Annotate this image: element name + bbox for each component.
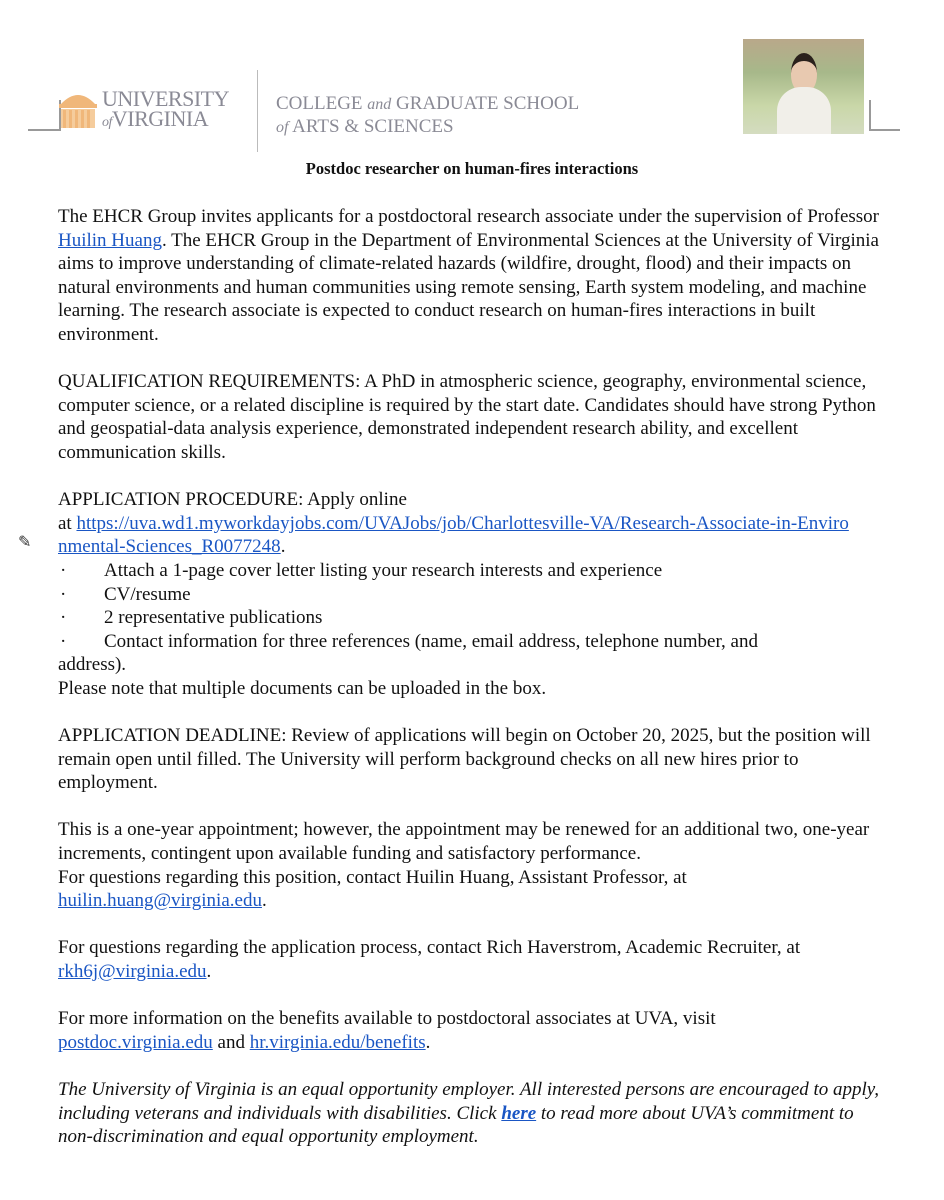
- document-title: Postdoc researcher on human-fires interactions: [305, 159, 639, 178]
- eeo-paragraph: [58, 1078, 888, 1149]
- college-and: and: [367, 96, 392, 113]
- deadline-paragraph: APPLICATION DEADLINE: Review of applications will begin on October 20, 2025, but the position will remain open until filled. The University will perform background checks on all new hires prior to employment.: [58, 725, 871, 794]
- university-wordmark: [102, 86, 229, 133]
- letterhead: [0, 0, 944, 150]
- text: For questions regarding the application process, contact Rich Haverstrom, Academic Recruiter, at: [58, 937, 801, 959]
- document-body: [58, 205, 888, 1172]
- corner-rule: [870, 129, 900, 131]
- edit-pen-icon[interactable]: ✎: [18, 534, 32, 551]
- rotunda-logo-icon: [57, 88, 99, 130]
- wordmark-of: of: [102, 115, 112, 130]
- huang-email-link[interactable]: huilin.huang@virginia.edu: [58, 890, 262, 912]
- hr-benefits-link[interactable]: hr.virginia.edu/benefits: [249, 1031, 426, 1053]
- text: . The EHCR Group in the Department of Environmental Sciences at the University of Virginia aims to improve understanding of climate-related hazards (wildfire, drought, flood) and their impacts on natural environments and human communities using remote sensing, Earth system modeling, and machine learning. The research associate is expected to conduct research on human-fires interactions in built environment.: [58, 229, 879, 345]
- application-link[interactable]: https://uva.wd1.myworkdayjobs.com/UVAJobs/job/Charlottesville-VA/Research-Associate-in-Environmental-Sciences_R0077248: [58, 512, 849, 558]
- text: and: [212, 1031, 250, 1053]
- college-text: COLLEGE: [276, 93, 363, 114]
- list-item-text: Contact information for three references (name, email address, telephone number, and: [104, 630, 758, 652]
- procedure-heading: APPLICATION PROCEDURE: Apply online: [58, 489, 407, 511]
- college-text: GRADUATE SCHOOL: [396, 93, 580, 114]
- text: .: [206, 961, 212, 982]
- list-item: [58, 606, 888, 630]
- bullet: ·: [60, 630, 67, 652]
- college-text: ARTS & SCIENCES: [292, 116, 454, 137]
- eeo-here-link[interactable]: here: [501, 1102, 537, 1124]
- wordmark-line1: UNIVERSITY: [102, 86, 229, 111]
- text: to read more about UVA’s commitment to non-discrimination and equal opportunity employment.: [58, 1102, 854, 1148]
- professor-link[interactable]: Huilin Huang: [58, 229, 162, 251]
- list-item-text: 2 representative publications: [104, 607, 323, 629]
- corner-rule: [28, 129, 60, 131]
- recruiter-email-link[interactable]: rkh6j@virginia.edu: [58, 961, 207, 982]
- list-item: [58, 583, 888, 607]
- qualifications-paragraph: QUALIFICATION REQUIREMENTS: A PhD in atmospheric science, geography, environmental science, computer science, or a related discipline is required by the start date. Candidates should have strong Python and geospatial-data analysis experience, demonstrated independent research ability, and excellent communication skills.: [58, 371, 876, 463]
- list-item: [58, 630, 888, 654]
- benefits-paragraph: [58, 1007, 888, 1054]
- procedure-note: Please note that multiple documents can be uploaded in the box.: [58, 677, 547, 699]
- corner-rule: [869, 100, 871, 131]
- list-item: [58, 559, 888, 583]
- bullet: ·: [60, 607, 67, 629]
- procedure-section: [58, 488, 888, 700]
- text: .: [280, 536, 286, 558]
- intro-paragraph: [58, 205, 888, 347]
- college-of: of: [276, 119, 289, 136]
- list-item-continuation: address).: [58, 654, 127, 676]
- postdoc-link[interactable]: postdoc.virginia.edu: [58, 1031, 213, 1053]
- list-item-text: Attach a 1-page cover letter listing your research interests and experience: [104, 559, 663, 581]
- text: The EHCR Group invites applicants for a postdoctoral research associate under the supervision of Professor: [58, 206, 879, 227]
- wordmark-line2: VIRGINIA: [111, 106, 209, 131]
- text: at: [58, 512, 77, 534]
- bullet: ·: [60, 583, 67, 605]
- divider: [257, 70, 258, 152]
- college-wordmark: [276, 93, 579, 139]
- list-item-text: CV/resume: [104, 583, 191, 605]
- appointment-paragraph: [58, 818, 888, 912]
- profile-photo: [743, 39, 864, 134]
- text: .: [261, 890, 267, 912]
- text: The University of Virginia is an equal opportunity employer. All interested persons are encouraged to apply, including veterans and individuals with disabilities. Click: [58, 1078, 879, 1124]
- text: This is a one-year appointment; however, the appointment may be renewed for an additional two, one-year increments, contingent upon available funding and satisfactory performance.: [58, 819, 870, 865]
- text: .: [425, 1031, 431, 1053]
- process-paragraph: [58, 936, 888, 983]
- text: For more information on the benefits available to postdoctoral associates at UVA, visit: [58, 1008, 716, 1030]
- bullet: ·: [60, 559, 67, 581]
- text: For questions regarding this position, contact Huilin Huang, Assistant Professor, at: [58, 866, 687, 888]
